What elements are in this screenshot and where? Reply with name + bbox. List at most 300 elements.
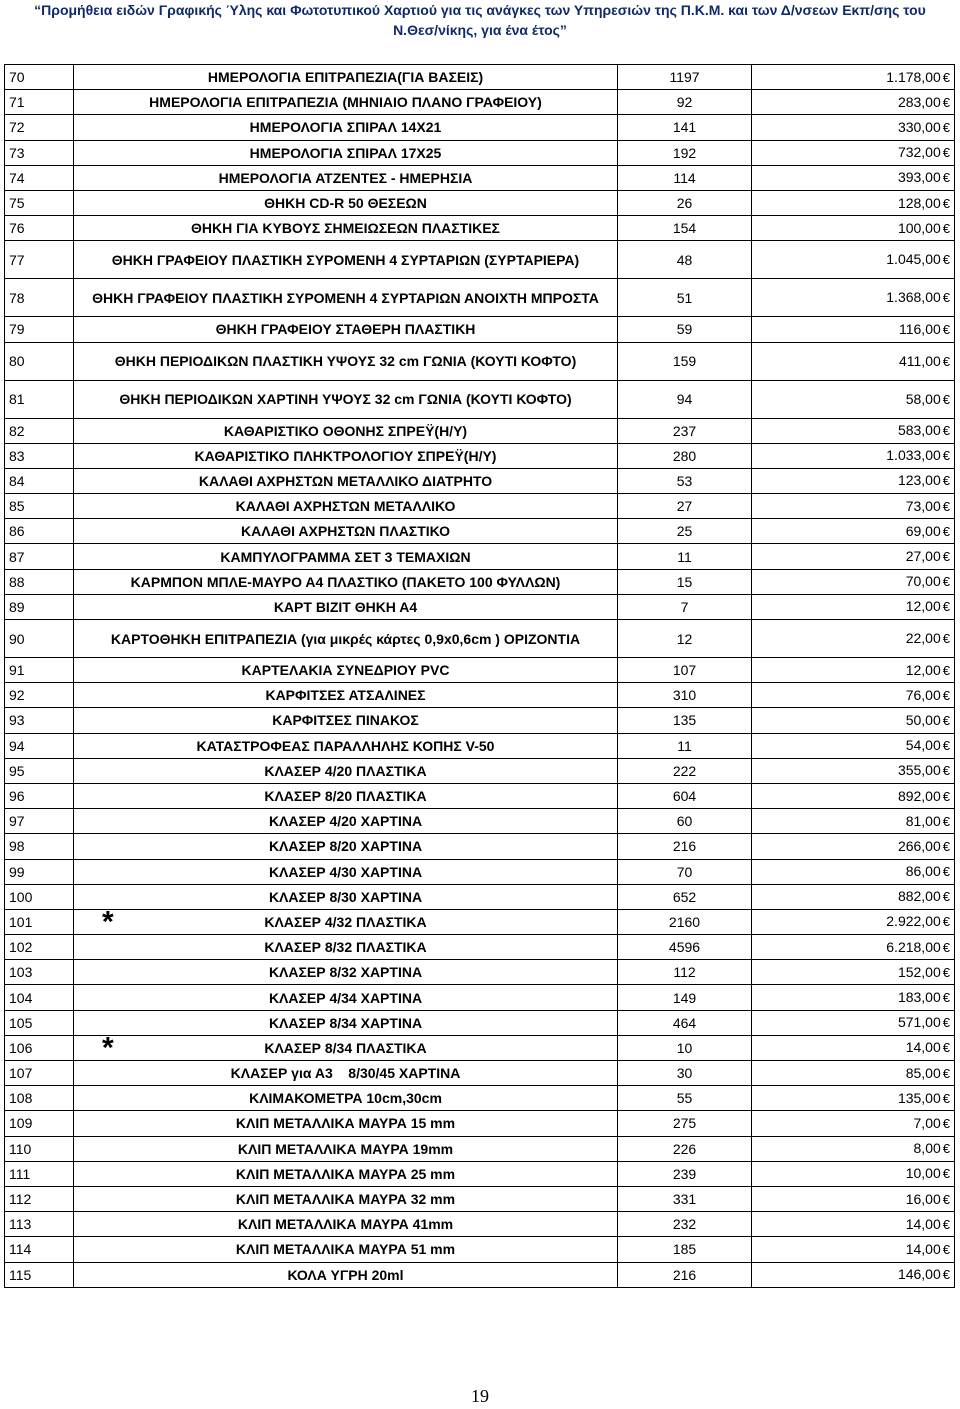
item-number: 101 (5, 909, 74, 934)
item-quantity: 15 (618, 569, 752, 594)
item-price-cell (752, 884, 955, 909)
item-quantity: 652 (618, 884, 752, 909)
item-price: 81,00 (905, 812, 941, 829)
item-number: 91 (5, 658, 74, 683)
item-number: 106 (5, 1035, 74, 1060)
item-description: ΚΑΡΦΙΤΣΕΣ ΠΙΝΑΚΟΣ (272, 712, 419, 729)
table-row (5, 708, 955, 733)
item-quantity: 94 (618, 380, 752, 418)
table-row (5, 1212, 955, 1237)
item-quantity: 48 (618, 241, 752, 279)
table-row (5, 380, 955, 418)
item-quantity: 11 (618, 733, 752, 758)
euro-sign: € (942, 964, 950, 980)
table-row (5, 1035, 955, 1060)
euro-sign: € (942, 788, 950, 804)
item-number: 96 (5, 783, 74, 808)
item-description: ΚΛΑΣΕΡ 8/34 ΧΑΡΤΙΝΑ (268, 1014, 423, 1031)
item-price-cell (752, 216, 955, 241)
item-quantity: 10 (618, 1035, 752, 1060)
item-description-cell (74, 985, 618, 1010)
table-row (5, 658, 955, 683)
item-description: ΚΛΙΠ ΜΕΤΑΛΛΙΚΑ ΜΑΥΡΑ 51 mm (235, 1241, 456, 1258)
euro-sign: € (942, 738, 950, 754)
euro-sign: € (942, 290, 950, 306)
item-number: 88 (5, 569, 74, 594)
item-description: ΚΑΘΑΡΙΣΤΙΚΟ ΠΛΗΚΤΡΟΛΟΓΙΟΥ ΣΠΡΕΫ(Η/Υ) (194, 447, 497, 464)
euro-sign: € (942, 1166, 950, 1182)
item-price: 123,00 (897, 472, 941, 489)
item-description-cell (74, 1262, 618, 1287)
item-quantity: 53 (618, 468, 752, 493)
euro-sign: € (942, 523, 950, 539)
item-description: ΚΛΑΣΕΡ 8/32 ΠΛΑΣΤΙΚΑ (264, 939, 427, 956)
item-price: 183,00 (897, 989, 941, 1006)
item-quantity: 60 (618, 809, 752, 834)
item-price-cell (752, 960, 955, 985)
item-description-cell (74, 494, 618, 519)
item-price: 583,00 (897, 422, 941, 439)
item-number: 105 (5, 1010, 74, 1035)
item-price-cell (752, 544, 955, 569)
item-description: ΘΗΚΗ ΠΕΡΙΟΔΙΚΩΝ ΧΑΡΤΙΝΗ ΥΨΟΥΣ 32 cm ΓΩΝΙΑ (ΚΟΥΤΙ ΚΟΦΤΟ) (119, 391, 572, 407)
item-price-cell (752, 859, 955, 884)
item-number: 115 (5, 1262, 74, 1287)
item-price: 12,00 (905, 598, 941, 615)
item-price: 355,00 (897, 762, 941, 779)
item-number: 72 (5, 115, 74, 140)
euro-sign: € (942, 170, 950, 186)
table-row (5, 783, 955, 808)
item-price: 14,00 (905, 1215, 941, 1232)
price-table-body (5, 65, 955, 1288)
item-number: 97 (5, 809, 74, 834)
euro-sign: € (942, 549, 950, 565)
item-quantity: 159 (618, 342, 752, 380)
euro-sign: € (942, 448, 950, 464)
table-row (5, 544, 955, 569)
table-row (5, 494, 955, 519)
item-price: 7,00 (913, 1114, 941, 1131)
item-price-cell (752, 758, 955, 783)
item-number: 92 (5, 683, 74, 708)
item-number: 108 (5, 1086, 74, 1111)
item-price: 14,00 (905, 1039, 941, 1056)
table-row (5, 1010, 955, 1035)
item-description-cell (74, 809, 618, 834)
euro-sign: € (942, 145, 950, 161)
item-quantity: 12 (618, 620, 752, 658)
euro-sign: € (942, 1141, 950, 1157)
item-number: 94 (5, 733, 74, 758)
item-number: 85 (5, 494, 74, 519)
item-description-cell (74, 783, 618, 808)
item-price: 69,00 (905, 522, 941, 539)
table-row (5, 985, 955, 1010)
item-quantity: 27 (618, 494, 752, 519)
item-price: 135,00 (897, 1089, 941, 1106)
euro-sign: € (942, 1040, 950, 1056)
item-price-cell (752, 1186, 955, 1211)
item-description-cell (74, 1086, 618, 1111)
item-price-cell (752, 418, 955, 443)
item-description: ΗΜΕΡΟΛΟΓΙΑ ΣΠΙΡΑΛ 14Χ21 (249, 119, 442, 136)
table-row (5, 519, 955, 544)
item-price: 283,00 (897, 93, 941, 110)
euro-sign: € (942, 1015, 950, 1031)
euro-sign: € (942, 763, 950, 779)
item-number: 102 (5, 935, 74, 960)
euro-sign: € (942, 1216, 950, 1232)
item-description-cell (74, 859, 618, 884)
item-description-cell (74, 733, 618, 758)
euro-sign: € (942, 195, 950, 211)
item-description-cell (74, 544, 618, 569)
table-row (5, 569, 955, 594)
item-number: 80 (5, 342, 74, 380)
table-row (5, 909, 955, 934)
item-number: 77 (5, 241, 74, 279)
item-price-cell (752, 909, 955, 934)
price-table (4, 64, 955, 1288)
table-row (5, 1237, 955, 1262)
item-quantity: 7 (618, 594, 752, 619)
item-price: 58,00 (905, 390, 941, 407)
table-row (5, 418, 955, 443)
item-price: 266,00 (897, 837, 941, 854)
item-description: ΗΜΕΡΟΛΟΓΙΑ ΕΠΙΤΡΑΠΕΖΙΑ(ΓΙΑ ΒΑΣΕΙΣ) (207, 69, 484, 86)
item-price-cell (752, 1136, 955, 1161)
item-price: 10,00 (905, 1165, 941, 1182)
euro-sign: € (942, 889, 950, 905)
euro-sign: € (942, 939, 950, 955)
euro-sign: € (942, 631, 950, 646)
table-row (5, 1262, 955, 1287)
item-description-cell (74, 342, 618, 380)
item-price-cell (752, 935, 955, 960)
table-row (5, 809, 955, 834)
item-description: ΘΗΚΗ CD-R 50 ΘΕΣΕΩΝ (264, 195, 427, 212)
euro-sign: € (942, 1191, 950, 1207)
item-price-cell (752, 90, 955, 115)
item-description-cell (74, 90, 618, 115)
item-description-cell (74, 884, 618, 909)
euro-sign: € (942, 423, 950, 439)
item-description-cell (74, 658, 618, 683)
item-quantity: 55 (618, 1086, 752, 1111)
item-price: 85,00 (905, 1064, 941, 1081)
item-price-cell (752, 140, 955, 165)
item-description: ΚΑΛΑΘΙ ΑΧΡΗΣΤΩΝ ΠΛΑΣΤΙΚΟ (240, 523, 451, 540)
table-row (5, 1061, 955, 1086)
item-price: 70,00 (905, 573, 941, 590)
item-description: ΘΗΚΗ ΓΡΑΦΕΙΟΥ ΠΛΑΣΤΙΚΗ ΣΥΡΟΜΕΝΗ 4 ΣΥΡΤΑΡΙΩΝ ΑΝΟΙΧΤΗ ΜΠΡΟΣΤΑ (92, 289, 599, 306)
item-price: 1.033,00 (886, 447, 941, 464)
item-price: 1.178,00 (886, 68, 941, 85)
item-quantity: 4596 (618, 935, 752, 960)
item-description: ΗΜΕΡΟΛΟΓΙΑ ΕΠΙΤΡΑΠΕΖΙΑ (ΜΗΝΙΑΙΟ ΠΛΑΝΟ ΓΡΑΦΕΙΟΥ) (149, 94, 542, 111)
euro-sign: € (942, 353, 950, 369)
table-row (5, 935, 955, 960)
item-price-cell (752, 494, 955, 519)
item-description-cell (74, 443, 618, 468)
item-quantity: 216 (618, 834, 752, 859)
table-row (5, 140, 955, 165)
euro-sign: € (942, 1241, 950, 1257)
header-line-2: Ν.Θεσ/νίκης, για ένα έτος” (393, 22, 567, 38)
item-quantity: 26 (618, 190, 752, 215)
item-price-cell (752, 241, 955, 279)
item-number: 70 (5, 65, 74, 90)
item-price: 14,00 (905, 1240, 941, 1257)
item-price: 8,00 (913, 1140, 941, 1157)
table-row (5, 1161, 955, 1186)
item-description-cell (74, 1161, 618, 1186)
item-number: 71 (5, 90, 74, 115)
item-price: 393,00 (897, 169, 941, 186)
asterisk-mark: * (102, 1035, 114, 1061)
item-description-cell (74, 317, 618, 342)
item-quantity: 154 (618, 216, 752, 241)
item-price-cell (752, 1237, 955, 1262)
euro-sign: € (942, 914, 950, 930)
item-price: 152,00 (897, 963, 941, 980)
table-row (5, 1111, 955, 1136)
item-number: 81 (5, 380, 74, 418)
item-number: 78 (5, 279, 74, 317)
item-description: ΚΑΛΑΘΙ ΑΧΡΗΣΤΩΝ ΜΕΤΑΛΛΙΚΟ ΔΙΑΤΡΗΤΟ (198, 472, 493, 489)
euro-sign: € (942, 220, 950, 236)
item-price-cell (752, 115, 955, 140)
item-number: 87 (5, 544, 74, 569)
item-quantity: 239 (618, 1161, 752, 1186)
item-description-cell (74, 65, 618, 90)
item-quantity: 141 (618, 115, 752, 140)
item-description-cell (74, 708, 618, 733)
item-quantity: 192 (618, 140, 752, 165)
euro-sign: € (942, 864, 950, 880)
item-description-cell (74, 758, 618, 783)
table-row (5, 859, 955, 884)
item-price: 27,00 (905, 548, 941, 565)
table-row (5, 317, 955, 342)
item-number: 74 (5, 165, 74, 190)
item-description-cell (74, 834, 618, 859)
item-quantity: 280 (618, 443, 752, 468)
item-description: ΚΛΑΣΕΡ 4/30 ΧΑΡΤΙΝΑ (268, 863, 423, 880)
table-row (5, 279, 955, 317)
item-description: ΘΗΚΗ ΠΕΡΙΟΔΙΚΩΝ ΠΛΑΣΤΙΚΗ ΥΨΟΥΣ 32 cm ΓΩΝΙΑ (ΚΟΥΤΙ ΚΟΦΤΟ) (114, 353, 577, 369)
table-row (5, 241, 955, 279)
item-quantity: 70 (618, 859, 752, 884)
item-price: 571,00 (897, 1014, 941, 1031)
table-row (5, 834, 955, 859)
item-price: 1.368,00 (886, 289, 941, 306)
euro-sign: € (942, 599, 950, 615)
item-price: 22,00 (905, 630, 941, 646)
table-row (5, 443, 955, 468)
item-quantity: 216 (618, 1262, 752, 1287)
item-description-cell (74, 165, 618, 190)
euro-sign: € (942, 662, 950, 678)
item-price: 732,00 (897, 144, 941, 161)
item-price: 411,00 (898, 352, 941, 369)
item-description-cell (74, 620, 618, 658)
item-description: ΗΜΕΡΟΛΟΓΙΑ ΑΤΖΕΝΤΕΣ - ΗΜΕΡΗΣΙΑ (218, 169, 473, 186)
item-description-cell (74, 140, 618, 165)
item-number: 82 (5, 418, 74, 443)
item-description-cell (74, 1237, 618, 1262)
item-price-cell (752, 165, 955, 190)
item-price-cell (752, 708, 955, 733)
item-number: 79 (5, 317, 74, 342)
table-row (5, 733, 955, 758)
item-quantity: 92 (618, 90, 752, 115)
table-row (5, 884, 955, 909)
item-description-cell (74, 1061, 618, 1086)
item-description: ΚΛΑΣΕΡ 8/30 ΧΑΡΤΙΝΑ (268, 888, 423, 905)
item-number: 84 (5, 468, 74, 493)
euro-sign: € (942, 252, 950, 268)
item-description-cell (74, 594, 618, 619)
table-row (5, 1186, 955, 1211)
euro-sign: € (942, 1090, 950, 1106)
item-price-cell (752, 65, 955, 90)
item-number: 86 (5, 519, 74, 544)
euro-sign: € (942, 119, 950, 135)
table-row (5, 90, 955, 115)
item-quantity: 114 (618, 165, 752, 190)
item-number: 98 (5, 834, 74, 859)
item-description: ΚΛΑΣΕΡ 8/20 ΠΛΑΣΤΙΚΑ (264, 788, 427, 805)
item-price-cell (752, 594, 955, 619)
item-quantity: 107 (618, 658, 752, 683)
item-description-cell (74, 683, 618, 708)
item-number: 107 (5, 1061, 74, 1086)
item-quantity: 185 (618, 1237, 752, 1262)
table-row (5, 620, 955, 658)
item-number: 75 (5, 190, 74, 215)
item-price-cell (752, 380, 955, 418)
item-price-cell (752, 1086, 955, 1111)
item-price-cell (752, 190, 955, 215)
item-quantity: 2160 (618, 909, 752, 934)
header-line-1: “Προμήθεια ειδών Γραφικής Ύλης και Φωτοτυπικού Χαρτιού για τις ανάγκες των Υπηρεσιών της Π.Κ.Μ. και των Δ/νσεων Εκπ/σης του (34, 2, 926, 18)
table-row (5, 190, 955, 215)
euro-sign: € (942, 1065, 950, 1081)
item-price-cell (752, 809, 955, 834)
item-price: 892,00 (897, 787, 941, 804)
item-description-cell (74, 1035, 618, 1060)
asterisk-mark: * (102, 909, 114, 935)
item-price-cell (752, 620, 955, 658)
item-quantity: 11 (618, 544, 752, 569)
item-price-cell (752, 317, 955, 342)
item-description-cell (74, 115, 618, 140)
item-description: ΚΑΡΦΙΤΣΕΣ ΑΤΣΑΛΙΝΕΣ (265, 687, 426, 704)
item-quantity: 149 (618, 985, 752, 1010)
item-description: ΚΑΡΤΟΘΗΚΗ ΕΠΙΤΡΑΠΕΖΙΑ (για μικρές κάρτες 0,9x0,6cm ) ΟΡΙΖΟΝΤΙΑ (110, 630, 581, 647)
item-price: 116,00 (898, 320, 941, 337)
item-price-cell (752, 468, 955, 493)
item-number: 113 (5, 1212, 74, 1237)
euro-sign: € (942, 1267, 950, 1283)
item-description-cell (74, 935, 618, 960)
table-row (5, 216, 955, 241)
item-number: 89 (5, 594, 74, 619)
document-header (0, 0, 960, 40)
item-description: ΚΟΛΑ ΥΓΡΗ 20ml (287, 1266, 404, 1283)
item-description-cell (74, 1186, 618, 1211)
item-price: 16,00 (905, 1190, 941, 1207)
item-number: 83 (5, 443, 74, 468)
item-description-cell (74, 1136, 618, 1161)
item-description: ΚΛΑΣΕΡ 4/32 ΠΛΑΣΤΙΚΑ (264, 913, 427, 930)
item-quantity: 275 (618, 1111, 752, 1136)
item-description-cell (74, 569, 618, 594)
item-description-cell (74, 468, 618, 493)
item-price-cell (752, 1262, 955, 1287)
item-description: ΚΛΑΣΕΡ 4/20 ΧΑΡΤΙΝΑ (268, 813, 423, 830)
euro-sign: € (942, 712, 950, 728)
item-quantity: 237 (618, 418, 752, 443)
item-price: 50,00 (905, 711, 941, 728)
item-price-cell (752, 783, 955, 808)
item-price-cell (752, 1010, 955, 1035)
item-quantity: 604 (618, 783, 752, 808)
item-price: 146,00 (897, 1266, 941, 1283)
item-price-cell (752, 834, 955, 859)
euro-sign: € (942, 391, 950, 407)
item-description: ΗΜΕΡΟΛΟΓΙΑ ΣΠΙΡΑΛ 17Χ25 (249, 144, 442, 161)
item-description-cell (74, 909, 618, 934)
item-price-cell (752, 985, 955, 1010)
item-price: 100,00 (897, 219, 941, 236)
item-description: ΚΑΤΑΣΤΡΟΦΕΑΣ ΠΑΡΑΛΛΗΛΗΣ ΚΟΠΗΣ V-50 (196, 737, 495, 754)
item-number: 114 (5, 1237, 74, 1262)
item-quantity: 464 (618, 1010, 752, 1035)
item-number: 112 (5, 1186, 74, 1211)
table-row (5, 1086, 955, 1111)
item-number: 95 (5, 758, 74, 783)
item-description-cell (74, 241, 618, 279)
euro-sign: € (942, 1115, 950, 1131)
item-description: ΚΛΙΠ ΜΕΤΑΛΛΙΚΑ ΜΑΥΡΑ 32 mm (235, 1191, 456, 1208)
item-number: 111 (5, 1161, 74, 1186)
euro-sign: € (942, 813, 950, 829)
table-row (5, 960, 955, 985)
item-description: ΚΛΙΠ ΜΕΤΑΛΛΙΚΑ ΜΑΥΡΑ 25 mm (235, 1165, 456, 1182)
item-price-cell (752, 519, 955, 544)
item-price: 882,00 (897, 888, 941, 905)
item-description: ΚΑΡΤ ΒΙΖΙΤ ΘΗΚΗ Α4 (273, 598, 418, 615)
euro-sign: € (942, 990, 950, 1006)
item-description: ΚΑΛΑΘΙ ΑΧΡΗΣΤΩΝ ΜΕΤΑΛΛΙΚΟ (235, 498, 456, 515)
item-description: ΚΛΑΣΕΡ 4/34 ΧΑΡΤΙΝΑ (268, 989, 423, 1006)
item-description: ΘΗΚΗ ΓΙΑ ΚΥΒΟΥΣ ΣΗΜΕΙΩΣΕΩΝ ΠΛΑΣΤΙΚΕΣ (191, 220, 500, 237)
item-price: 73,00 (905, 497, 941, 514)
item-quantity: 222 (618, 758, 752, 783)
item-price-cell (752, 683, 955, 708)
item-quantity: 226 (618, 1136, 752, 1161)
item-quantity: 232 (618, 1212, 752, 1237)
table-row (5, 758, 955, 783)
table-row (5, 342, 955, 380)
table-row (5, 165, 955, 190)
item-number: 100 (5, 884, 74, 909)
item-number: 76 (5, 216, 74, 241)
item-description: ΚΑΡΤΕΛΑΚΙΑ ΣΥΝΕΔΡΙΟΥ PVC (241, 662, 450, 679)
